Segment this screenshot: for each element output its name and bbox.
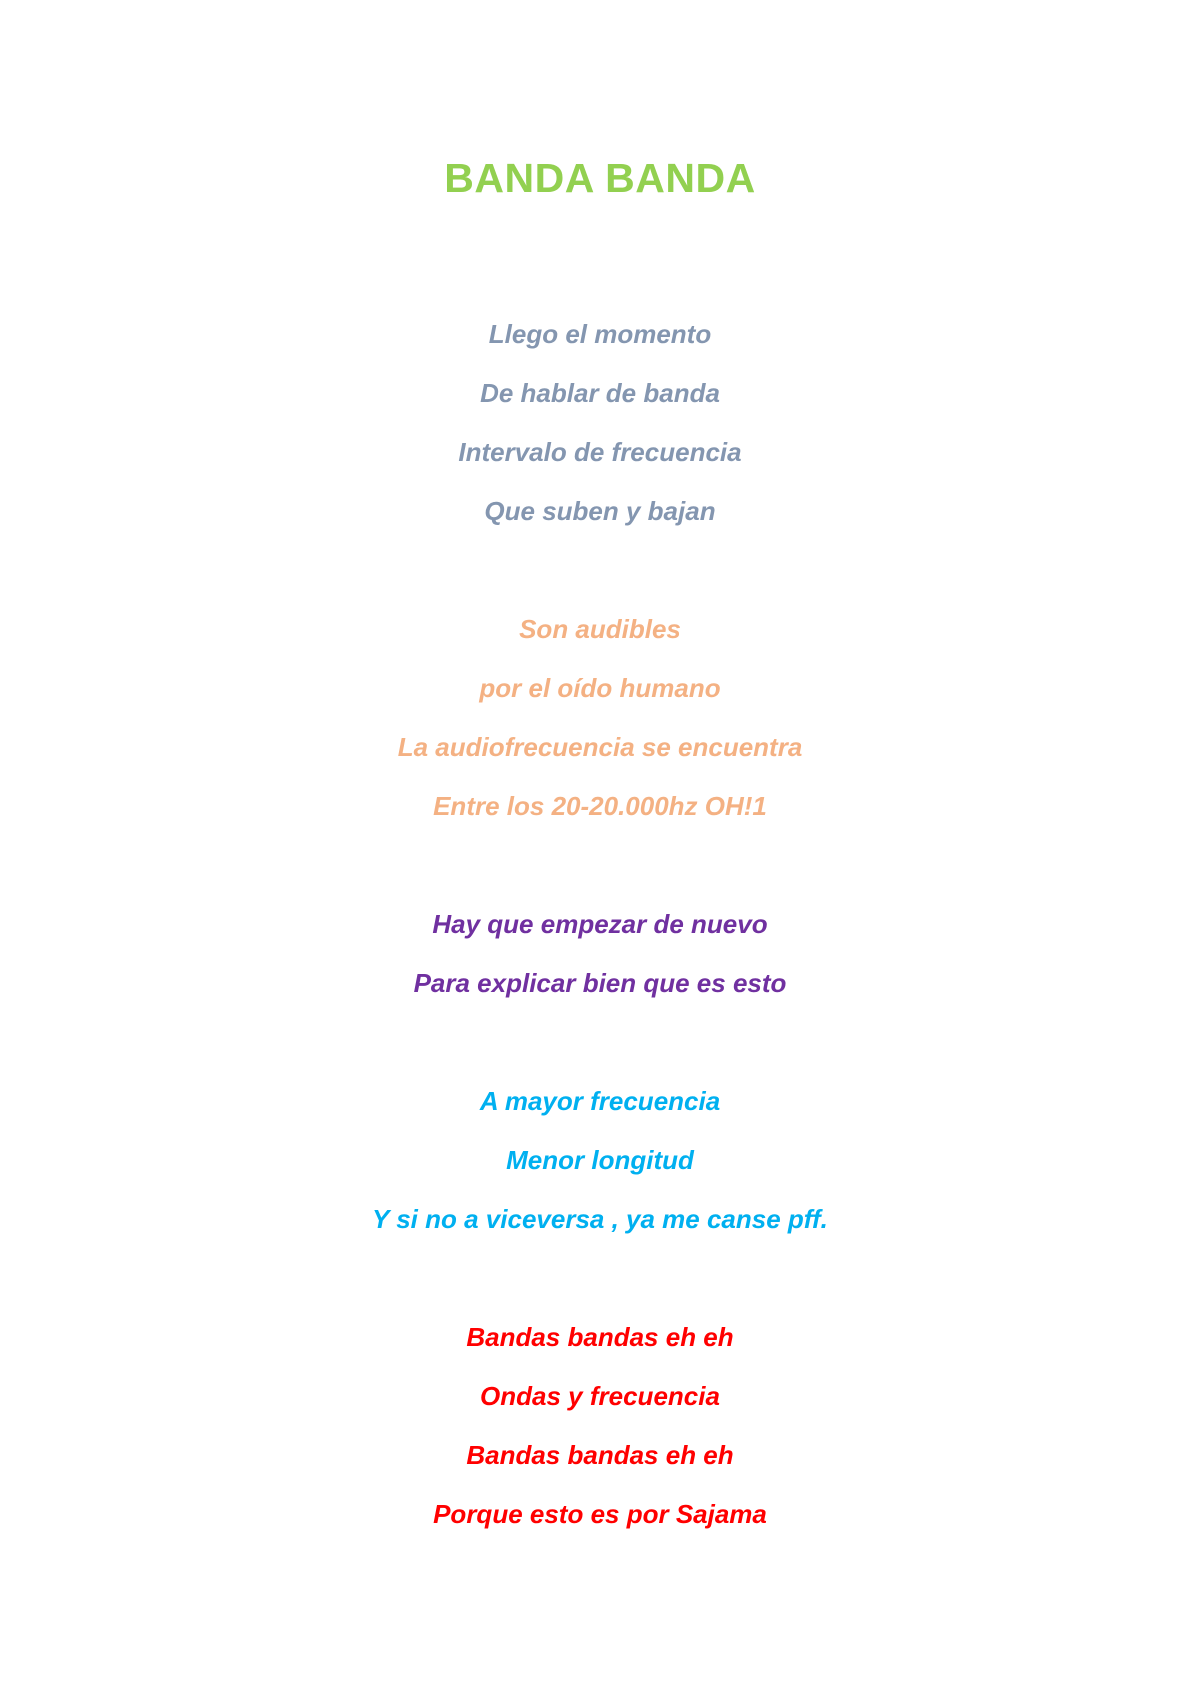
- lyric-line: Ondas y frecuencia: [480, 1381, 720, 1411]
- lyric-line: Bandas bandas eh eh: [466, 1322, 734, 1352]
- lyric-line: Son audibles: [519, 614, 681, 644]
- lyric-line: Llego el momento: [488, 319, 712, 349]
- lyric-line: Para explicar bien que es esto: [413, 968, 787, 998]
- lyric-line: De hablar de banda: [480, 378, 720, 408]
- lyric-line: por el oído humano: [479, 673, 721, 703]
- lyric-line: Entre los 20-20.000hz OH!1: [433, 791, 767, 821]
- stanza: [0, 1072, 1200, 1249]
- stanza: [0, 1308, 1200, 1544]
- lyric-line: Hay que empezar de nuevo: [432, 909, 768, 939]
- lyric-line: Bandas bandas eh eh: [466, 1440, 734, 1470]
- lyric-line: Que suben y bajan: [484, 496, 716, 526]
- lyric-line: La audiofrecuencia se encuentra: [397, 732, 803, 762]
- lyric-line: Porque esto es por Sajama: [433, 1499, 767, 1529]
- lyric-line: Y si no a viceversa , ya me canse pff.: [372, 1204, 828, 1234]
- document-title: BANDA BANDA: [444, 155, 756, 201]
- stanza: [0, 305, 1200, 541]
- lyric-line: Menor longitud: [506, 1145, 694, 1175]
- stanza: [0, 895, 1200, 1013]
- stanza: [0, 600, 1200, 836]
- lyric-line: A mayor frecuencia: [479, 1086, 721, 1116]
- lyric-line: Intervalo de frecuencia: [458, 437, 742, 467]
